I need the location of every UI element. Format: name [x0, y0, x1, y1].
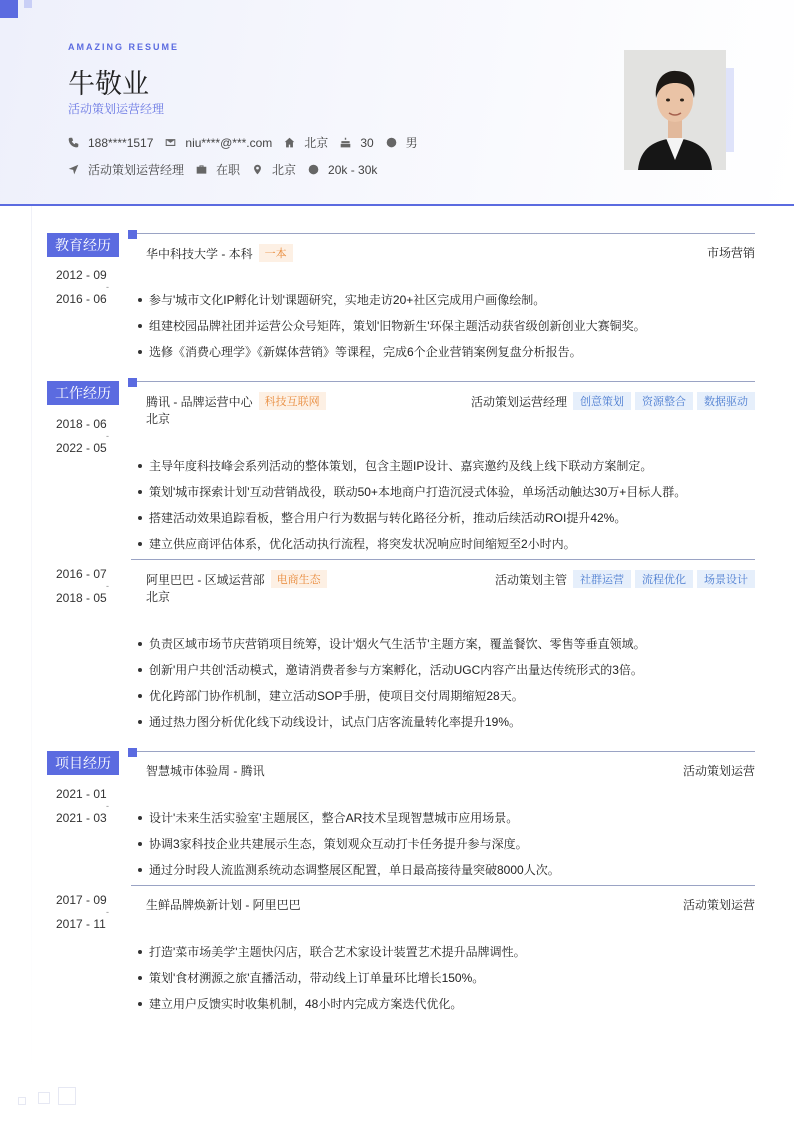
- project-role: 活动策划运营: [682, 764, 755, 778]
- gender-info: [386, 134, 418, 151]
- decor-square: [18, 1097, 26, 1105]
- edu-school: [146, 244, 293, 262]
- decor-square: [58, 1087, 76, 1105]
- gender-text: 男: [405, 136, 418, 150]
- edu-end-date: 2016 - 06: [56, 292, 107, 306]
- school-badge: 一本: [259, 244, 293, 262]
- briefcase-icon: [196, 164, 207, 175]
- school-name: 华中科技大学 - 本科: [146, 246, 253, 261]
- list-item: 主导年度科技峰会系列活动的整体策划，包含主题IP设计、嘉宾邀约及线上线下联动方案制定。: [138, 459, 754, 485]
- skill-tag: 数据驱动: [697, 392, 755, 410]
- edu-start-date: 2012 - 09: [56, 268, 107, 282]
- decor-square-small: [24, 0, 32, 8]
- job2-end-date: 2018 - 05: [56, 591, 107, 605]
- skill-tag: 社群运营: [573, 570, 631, 588]
- job2-bullets: [138, 637, 754, 741]
- list-item: 通过热力图分析优化线下动线设计，试点门店客流量转化率提升19%。: [138, 715, 754, 741]
- proj2-start-date: 2017 - 09: [56, 893, 107, 907]
- proj2-bullets: [138, 945, 754, 1023]
- list-item: 创新'用户共创'活动模式，邀请消费者参与方案孵化，活动UGC内容产出量达传统形式的3倍。: [138, 663, 754, 689]
- date-separator: -: [106, 581, 109, 591]
- date-separator: -: [106, 431, 109, 441]
- entry-divider: [131, 559, 755, 560]
- job2-location: 北京: [146, 590, 171, 604]
- contact-row: [68, 134, 430, 151]
- list-item: 建立用户反馈实时收集机制，48小时内完成方案迭代优化。: [138, 997, 754, 1023]
- list-item: 通过分时段人流监测系统动态调整展区配置，单日最高接待量突破8000人次。: [138, 863, 754, 889]
- decor-square: [0, 0, 18, 18]
- list-item: 策划'城市探索计划'互动营销战役，联动50+本地商户打造沉浸式体验，单场活动触达30万+目标人群。: [138, 485, 754, 511]
- section-marker: [128, 230, 137, 239]
- target-role-text: 活动策划运营经理: [88, 163, 185, 177]
- job1-org: [146, 392, 326, 410]
- list-item: 搭建活动效果追踪看板，整合用户行为数据与转化路径分析，推动后续活动ROI提升42%。: [138, 511, 754, 537]
- target-city-info: [252, 161, 296, 178]
- list-item: 协调3家科技企业共建展示生态，策划观众互动打卡任务提升参与深度。: [138, 837, 754, 863]
- proj1-name: [146, 762, 265, 779]
- job1-start-date: 2018 - 06: [56, 417, 107, 431]
- company-name: 阿里巴巴 - 区域运营部: [146, 572, 265, 587]
- age-info: [340, 136, 373, 150]
- home-icon: [284, 137, 295, 148]
- list-item: 优化跨部门协作机制，建立活动SOP手册，使项目交付周期缩短28天。: [138, 689, 754, 715]
- target-city-text: 北京: [272, 163, 297, 177]
- edu-major: [707, 244, 755, 261]
- skill-tag: 场景设计: [697, 570, 755, 588]
- project-name: 智慧城市体验周 - 腾讯: [146, 764, 265, 778]
- job1-title: [471, 392, 755, 410]
- candidate-role: 活动策划运营经理: [68, 102, 165, 116]
- skill-tag: 流程优化: [635, 570, 693, 588]
- proj1-start-date: 2021 - 01: [56, 787, 107, 801]
- salary-text: 20k - 30k: [328, 162, 378, 177]
- proj1-bullets: [138, 811, 754, 889]
- proj1-end-date: 2021 - 03: [56, 811, 107, 825]
- list-item: 组建校园品牌社团并运营公众号矩阵，策划'旧物新生'环保主题活动获省级创新创业大赛铜奖。: [138, 319, 754, 345]
- skill-tag: 资源整合: [635, 392, 693, 410]
- section-title-work: 工作经历: [47, 381, 119, 405]
- email-info: [165, 136, 272, 150]
- profile-photo: [624, 50, 726, 170]
- section-divider: [137, 381, 755, 382]
- job2-org: [146, 570, 327, 588]
- job-title: 活动策划运营经理: [470, 394, 567, 409]
- status-info: [196, 161, 240, 178]
- list-item: 建立供应商评估体系，优化活动执行流程，将突发状况响应时间缩短至2小时内。: [138, 537, 754, 563]
- major-text: 市场营销: [706, 246, 755, 260]
- job1-bullets: [138, 459, 754, 563]
- money-icon: [308, 164, 319, 175]
- phone-icon: [68, 137, 79, 148]
- status-text: 在职: [216, 163, 241, 177]
- section-title-projects: 项目经历: [47, 751, 119, 775]
- proj2-role: [683, 896, 755, 913]
- list-item: 参与'城市文化IP孵化计划'课题研究，实地走访20+社区完成用户画像绘制。: [138, 293, 754, 319]
- section-divider: [137, 233, 755, 234]
- entry-divider: [131, 885, 755, 886]
- age-text: 30: [360, 135, 374, 150]
- list-item: 负责区域市场节庆营销项目统筹，设计'烟火气生活节'主题方案，覆盖餐饮、零售等垂直领域。: [138, 637, 754, 663]
- skill-tag: 创意策划: [573, 392, 631, 410]
- job2-start-date: 2016 - 07: [56, 567, 107, 581]
- gender-icon: [386, 137, 397, 148]
- home-text: 北京: [304, 136, 329, 150]
- list-item: 打造'菜市场美学'主题快闪店，联合艺术家设计装置艺术提升品牌调性。: [138, 945, 754, 971]
- section-title-education: 教育经历: [47, 233, 119, 257]
- resume-tagline: AMAZING RESUME: [68, 42, 179, 52]
- intent-row: [68, 161, 389, 178]
- target-role-info: [68, 161, 184, 178]
- home-info: [284, 134, 328, 151]
- proj2-end-date: 2017 - 11: [56, 917, 106, 931]
- job2-title: [495, 570, 755, 588]
- decor-square: [38, 1092, 50, 1104]
- job1-location: 北京: [146, 412, 171, 426]
- edu-bullets: [138, 293, 754, 371]
- send-icon: [68, 164, 79, 175]
- date-separator: -: [106, 801, 109, 811]
- industry-badge: 科技互联网: [259, 392, 326, 410]
- list-item: 设计'未来生活实验室'主题展区，整合AR技术呈现智慧城市应用场景。: [138, 811, 754, 837]
- company-name: 腾讯 - 品牌运营中心: [146, 394, 253, 409]
- mail-icon: [165, 137, 176, 148]
- email-text: niu****@***.com: [185, 135, 273, 150]
- section-divider: [137, 751, 755, 752]
- job-title: 活动策划主管: [494, 572, 567, 587]
- resume-header: [0, 0, 794, 206]
- proj2-name: [146, 896, 301, 913]
- location-icon: [252, 164, 263, 175]
- list-item: 策划'食材溯源之旅'直播活动，带动线上订单量环比增长150%。: [138, 971, 754, 997]
- phone-text: 188****1517: [88, 135, 154, 150]
- job1-end-date: 2022 - 05: [56, 441, 107, 455]
- proj1-role: [683, 762, 755, 779]
- cake-icon: [340, 137, 351, 148]
- industry-badge: 电商生态: [271, 570, 327, 588]
- date-separator: -: [106, 907, 109, 917]
- section-marker: [128, 378, 137, 387]
- timeline-line: [31, 206, 32, 1086]
- salary-info: [308, 163, 377, 177]
- section-marker: [128, 748, 137, 757]
- project-role: 活动策划运营: [682, 898, 755, 912]
- project-name: 生鲜品牌焕新计划 - 阿里巴巴: [146, 898, 301, 912]
- candidate-name: 牛敬业: [68, 69, 149, 99]
- phone-info: [68, 136, 153, 150]
- date-separator: -: [106, 282, 109, 292]
- list-item: 选修《消费心理学》《新媒体营销》等课程，完成6个企业营销案例复盘分析报告。: [138, 345, 754, 371]
